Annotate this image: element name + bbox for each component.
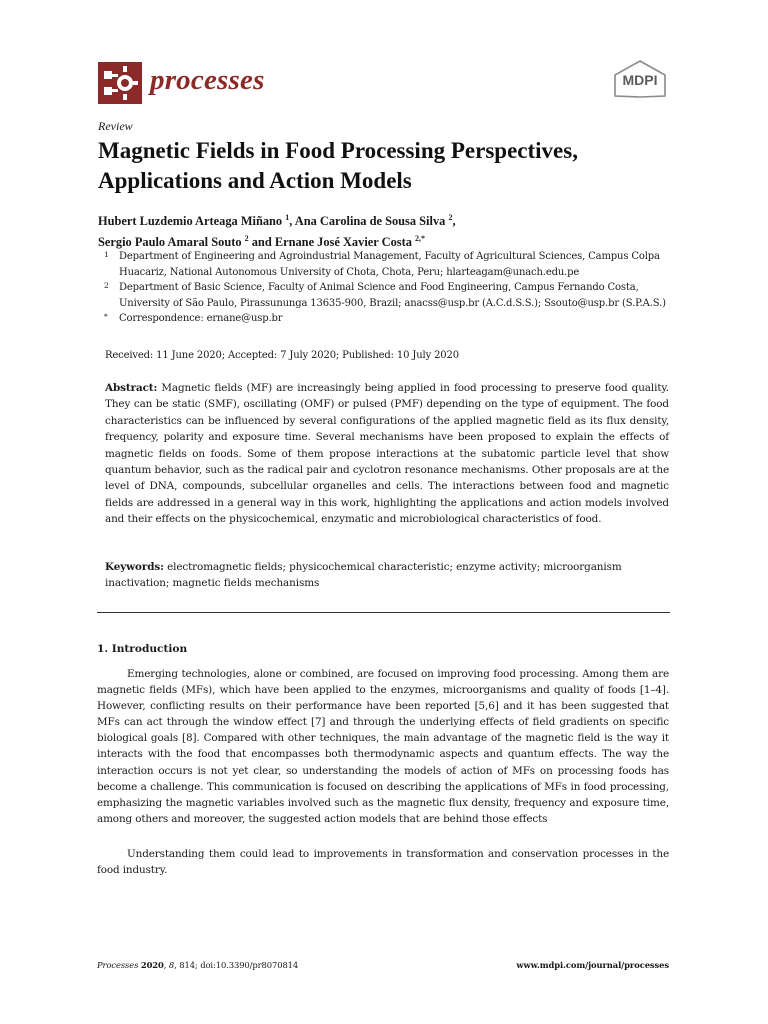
affiliation-mark: 2 [104, 281, 109, 291]
abstract [105, 380, 669, 528]
footer-doi: , 814; doi:10.3390/pr8070814 [174, 960, 299, 970]
article-type: Review [98, 119, 133, 133]
correspondence-item [104, 311, 670, 327]
section-heading: 1. Introduction [97, 643, 188, 655]
footer-year: 2020 [140, 960, 164, 970]
mdpi-logo-icon [612, 60, 668, 98]
author-list [98, 209, 668, 251]
footer-citation: Processes 2020, 8, 814; doi:10.3390/pr8070814 [97, 960, 299, 970]
correspondence-mark: * [104, 312, 108, 322]
footer-volume: 8 [168, 960, 175, 970]
author-affil-mark: 2 [244, 234, 249, 244]
affiliation-text: Department of Engineering and Agroindustrial Management, Faculty of Agricultural Sciences, Campus Colpa Huacariz, National Autonomous University of Chota, Chota, Peru; hlarteagam@unach.edu.pe [119, 251, 660, 278]
publication-dates: Received: 11 June 2020; Accepted: 7 July 2020; Published: 10 July 2020 [105, 350, 459, 361]
author-name: Ernane José Xavier Costa [274, 235, 412, 250]
author-affil-mark: 1 [285, 213, 290, 222]
affiliation-item [104, 280, 670, 311]
section-divider [97, 612, 670, 613]
correspondence-text: Correspondence: ernane@usp.br [119, 313, 283, 325]
abstract-label: Abstract: [105, 382, 158, 394]
keywords [105, 559, 669, 592]
publisher-name: MDPI [622, 72, 658, 88]
journal-name: processes [150, 64, 265, 96]
affiliation-mark: 1 [104, 250, 109, 259]
paper-title: Magnetic Fields in Food Processing Perspectives, Applications and Action Models [98, 138, 578, 193]
author-name: Sergio Paulo Amaral Souto [98, 235, 242, 250]
body-paragraph: Emerging technologies, alone or combined, are focused on improving food processing. Among them are magnetic fields (MFs), which have been applied to the enzymes, microorganisms and quality of foods [1–4]. However, conflicting results on their performance have been reported [5,6] and it has been suggested that MFs can act through the window effect [7] and through the underlying effects of field gradients on specific biological goals [8]. Compared with other techniques, the main advantage of the magnetic field is the way it interacts with the food that encompasses both thermodynamic aspects and quantum effects. The way the interaction occurs is not yet clear, so understanding the models of action of MFs on processing foods has become a challenge. This communication is focused on describing the applications of MFs in food processing, emphasizing the magnetic variables involved such as the magnetic flux density, frequency and exposure time, among others and moreover, the suggested action models that are behind those effects [97, 668, 669, 825]
author-separator: , [289, 214, 295, 229]
body-paragraph: Understanding them could lead to improvements in transformation and conservation processes in the food industry. [97, 848, 669, 877]
author-line [98, 209, 668, 230]
author-affil-mark: 2 [448, 213, 453, 222]
footer-journal: Processes [97, 960, 139, 970]
author-name: Hubert Luzdemio Arteaga Miñano [98, 214, 283, 229]
processes-logo-icon [98, 62, 142, 104]
author-separator: and [248, 235, 275, 250]
affiliations [104, 249, 670, 327]
keywords-label: Keywords: [105, 561, 164, 573]
keywords-text: electromagnetic fields; physicochemical characteristic; enzyme activity; microorganism inactivation; magnetic fields mechanisms [105, 561, 622, 590]
author-affil-mark: 2,* [415, 234, 426, 244]
author-separator: , [452, 214, 456, 229]
affiliation-item [104, 249, 670, 280]
abstract-text: Magnetic fields (MF) are increasingly being applied in food processing to preserve food quality. They can be static (SMF), oscillating (OMF) or pulsed (PMF) depending on the type of equipment. The food characteristics can be influenced by several configurations of the applied magnetic field as its flux density, frequency, polarity and exposure time. Several mechanisms have been proposed to explain the effects of magnetic fields on foods. Some of them propose interactions at the subatomic particle level that show quantum behavior, such as the radical pair and cyclotron resonance mechanisms. Other proposals are at the level of DNA, compounds, subcellular organelles and cells. The interactions between food and magnetic fields are addressed in a general way in this work, highlighting the applications and action models involved and their effects on the physicochemical, enzymatic and microbiological characteristics of food. [105, 382, 669, 526]
affiliation-text: Department of Basic Science, Faculty of Animal Science and Food Engineering, Campus Fernando Costa, University of São Paulo, Pirassununga 13635-900, Brazil; anacss@usp.br (A.C.d.S.S.); Ssouto@usp.br (S.P.A.S.) [119, 282, 666, 309]
author-name: Ana Carolina de Sousa Silva [294, 214, 446, 229]
footer-journal-url[interactable]: www.mdpi.com/journal/processes [516, 960, 669, 970]
